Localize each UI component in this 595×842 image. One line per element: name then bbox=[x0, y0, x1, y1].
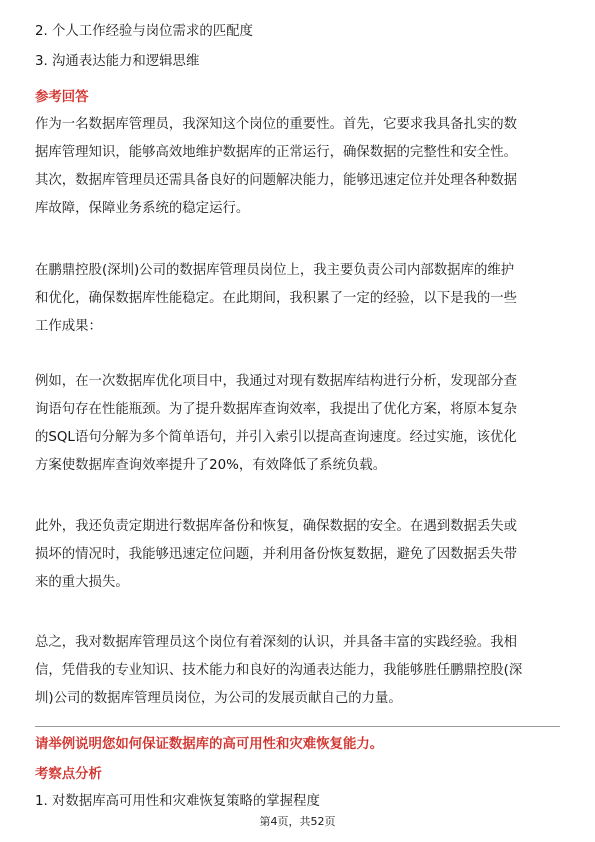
paragraph-line: 工作成果： bbox=[35, 319, 102, 334]
paragraph-line: 其次，数据库管理员还需具备良好的问题解决能力，能够迅速定位并处理各种数据 bbox=[35, 173, 518, 188]
analysis-heading: 考察点分析 bbox=[35, 767, 102, 782]
paragraph-line: 来的重大损失。 bbox=[35, 575, 129, 590]
paragraph-line: 在鹏鼎控股(深圳)公司的数据库管理员岗位上，我主要负责公司内部数据库的维护 bbox=[35, 263, 515, 278]
paragraph-line: 例如，在一次数据库优化项目中，我通过对现有数据库结构进行分析，发现部分查 bbox=[35, 374, 518, 389]
paragraph-line: 信，凭借我的专业知识、技术能力和良好的沟通表达能力，我能够胜任鹏鼎控股(深 bbox=[35, 663, 523, 678]
section-divider bbox=[35, 726, 560, 727]
answer-heading: 参考回答 bbox=[35, 90, 89, 105]
paragraph-line: 此外，我还负责定期进行数据库备份和恢复，确保数据的安全。在遇到数据丢失或 bbox=[35, 519, 518, 534]
paragraph-line: 据库管理知识，能够高效地维护数据库的正常运行，确保数据的完整性和安全性。 bbox=[35, 145, 518, 160]
paragraph-line: 作为一名数据库管理员，我深知这个岗位的重要性。首先，它要求我具备扎实的数 bbox=[35, 117, 518, 132]
list-item: 2. 个人工作经验与岗位需求的匹配度 bbox=[35, 24, 253, 39]
paragraph-line: 总之，我对数据库管理员这个岗位有着深刻的认识，并具备丰富的实践经验。我相 bbox=[35, 635, 518, 650]
paragraph-line: 的SQL语句分解为多个简单语句，并引入索引以提高查询速度。经过实施，该优化 bbox=[35, 430, 517, 445]
page-number: 第4页，共52页 bbox=[259, 815, 336, 828]
list-item: 3. 沟通表达能力和逻辑思维 bbox=[35, 54, 200, 69]
paragraph-line: 和优化，确保数据库性能稳定。在此期间，我积累了一定的经验，以下是我的一些 bbox=[35, 291, 518, 306]
paragraph-line: 损坏的情况时，我能够迅速定位问题，并利用备份恢复数据，避免了因数据丢失带 bbox=[35, 547, 518, 562]
paragraph-line: 圳)公司的数据库管理员岗位，为公司的发展贡献自己的力量。 bbox=[35, 691, 402, 706]
paragraph-line: 方案使数据库查询效率提升了20%，有效降低了系统负载。 bbox=[35, 458, 387, 473]
paragraph-line: 库故障，保障业务系统的稳定运行。 bbox=[35, 201, 250, 216]
paragraph-line: 询语句存在性能瓶颈。为了提升数据库查询效率，我提出了优化方案，将原本复杂 bbox=[35, 402, 518, 417]
list-item: 1. 对数据库高可用性和灾难恢复策略的掌握程度 bbox=[35, 794, 320, 809]
question-heading: 请举例说明您如何保证数据库的高可用性和灾难恢复能力。 bbox=[35, 737, 384, 752]
